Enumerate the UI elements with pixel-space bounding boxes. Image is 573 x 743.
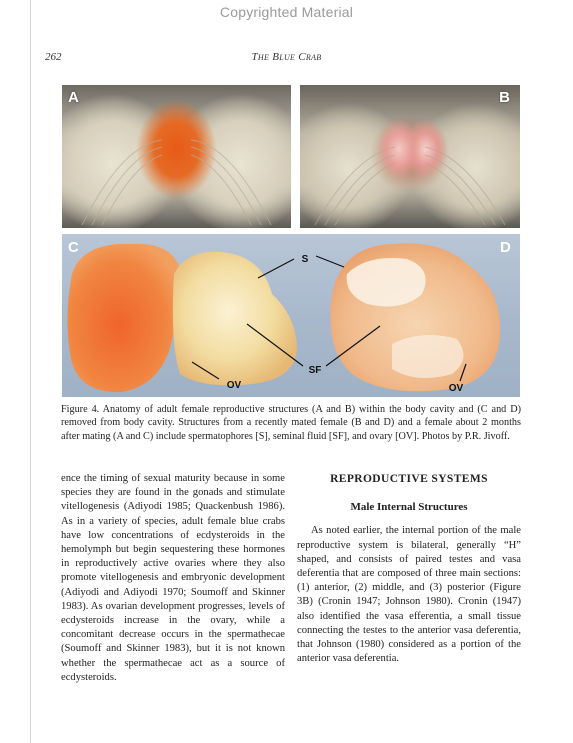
panel-label-c: C	[68, 239, 79, 256]
copyright-watermark: Copyrighted Material	[219, 4, 354, 20]
page-edge-line	[30, 0, 31, 743]
label-ov-c: OV	[226, 380, 242, 391]
figure-photo-cd	[62, 234, 520, 397]
label-sf: SF	[308, 365, 322, 376]
page-number: 262	[45, 51, 62, 63]
left-column-paragraph: ence the timing of sexual maturity because in some species they are found in the gonads and stimulate vitellogenesis (Adiyodi 1985; Quackenbush 1986). As in a variety of species, adult female blue crabs have low concentrations of ecdysteroids in the hemolymph but begin sequestering these hormones in reproductively active ovaries where they also promote vitellogenesis and embryonic development (Adiyodi and Adiyodi 1970; Soumoff and Skinner 1983). As ovarian development progresses, levels of ecdysteroids increase in the ovary, while a concomitant decrease occurs in the spermathecae (Soumoff and Skinner 1983), but it is not known whether the spermathecae act as a source of ecdysteroids.	[61, 473, 285, 683]
photo-cd-illustration	[62, 234, 520, 397]
section-title: REPRODUCTIVE SYSTEMS	[330, 473, 488, 485]
figure-photo-a	[62, 85, 291, 228]
label-ov-d: OV	[448, 383, 464, 394]
right-column-paragraph: As noted earlier, the internal portion of the male reproductive system is bilateral, generally “H” shaped, and consists of paired testes and vasa deferentia that are composed of three main sections: (1) anterior, (2) middle, and (3) posterior (Figure 3B) (Cronin 1947; Johnson 1980). Cronin (1947) also identified the vasa efferentia, a small tissue connecting the testes to the anterior vasa deferentia, that Johnson (1980) considered as a portion of the anterior vasa deferentia.	[297, 525, 521, 665]
figure-caption: Figure 4. Anatomy of adult female reproductive structures (A and B) within the body cavity and (C and D) removed from body cavity. Structures from a recently mated female (B and D) and a female about 2 months after mating (A and C) include spermatophores [S], seminal fluid [SF], and ovary [OV]. Photos by P.R. Jivoff.	[61, 404, 521, 442]
right-column	[297, 472, 521, 666]
running-head: The Blue Crab	[251, 51, 322, 63]
panel-label-d: D	[500, 239, 511, 256]
panel-label-a: A	[68, 89, 79, 106]
panel-label-b: B	[499, 89, 510, 106]
left-column	[61, 472, 285, 685]
subsection-title: Male Internal Structures	[350, 501, 468, 514]
figure-photo-b	[300, 85, 520, 228]
label-s: S	[301, 254, 309, 265]
photo-a-illustration	[62, 85, 291, 228]
photo-b-illustration	[300, 85, 520, 228]
